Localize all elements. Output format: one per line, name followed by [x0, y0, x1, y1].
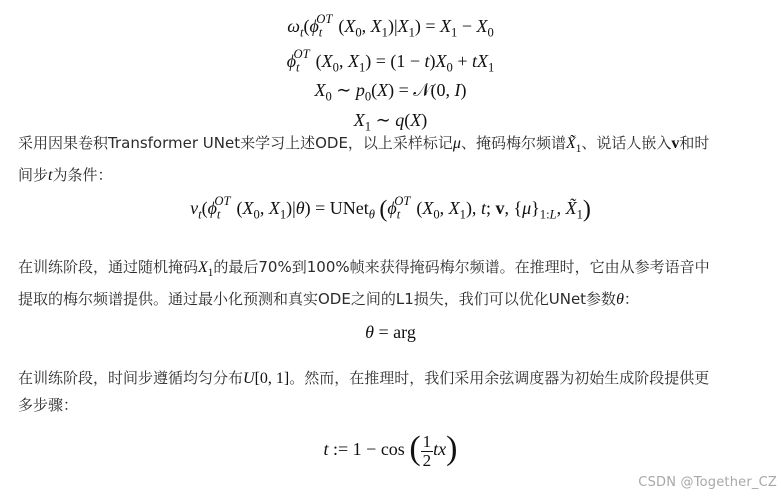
- equation-omega: $\omega_t(\phi_t^{OT}$ ($X_0$, $X_1)|X_1) = X_1 - X_0$: [287, 12, 494, 40]
- text: 提取的梅尔频谱提供。通过最小化预测和真实ODE之间的L1损失，我们可以优化UNet参数: [18, 290, 617, 309]
- math-x1: $X_1$: [198, 259, 214, 280]
- text: 为条件：: [52, 166, 113, 185]
- text: 。然而，在推理时，我们采用余弦调度器为初始生成阶段提供更: [289, 369, 710, 387]
- math-t: t: [48, 167, 53, 185]
- text: 间步: [18, 166, 49, 185]
- csdn-watermark: CSDN @Together_CZ: [638, 475, 777, 490]
- text: 在训练阶段，通过随机掩码: [18, 258, 199, 276]
- math-theta: θ: [616, 291, 624, 309]
- math-mu: μ: [452, 135, 461, 152]
- paragraph-unet-condition: [18, 130, 774, 189]
- text: 的最后70%到100%帧来获得掩码梅尔频谱。在推理时，它由从参考语音中: [213, 258, 710, 276]
- equation-x1-data: $X_1$ ∼ q(X): [353, 109, 428, 134]
- paragraph-training-mask: [18, 254, 774, 313]
- math-x1-tilde: $X̃_1$: [565, 135, 582, 156]
- text: ：: [623, 290, 639, 309]
- equation-nu-unet: $\nu_t(\phi_t^{OT}$ ($X_0$, $X_1)|\theta$) = UNet$_\theta$ ($\phi_t^{OT}$ ($X_0$, $X_1$), t; v, $\{\mu\}_{1:L}$, $X̃_1$): [190, 194, 591, 223]
- math-v-bold: v: [671, 135, 680, 152]
- equation-x0-prior: $X_0$ ∼ $p_0(X)$ = 𝒩(0, I): [314, 80, 467, 104]
- paragraph-timestep-schedule: [18, 365, 774, 418]
- fraction-one-half: $\frac{1}{2}$: [422, 431, 432, 470]
- equation-cosine-schedule: t := 1 − cos ( $\frac{1}{2}$ tx): [323, 430, 458, 470]
- text: 采用因果卷积Transformer UNet来学习上述ODE，以上采样标记: [18, 134, 453, 152]
- equation-theta-arg: θ = arg: [365, 322, 416, 342]
- equation-phi: $\phi_t^{OT}$ ($X_0$, $X_1) = (1 - t)X_0 + tX_1$: [286, 46, 495, 75]
- math-uniform: U[0, 1]: [243, 370, 290, 387]
- text: 和时: [679, 134, 710, 152]
- text: 、掩码梅尔频谱: [460, 134, 566, 152]
- text: 、说话人嵌入: [581, 134, 672, 152]
- text: 在训练阶段，时间步遵循均匀分布: [18, 369, 244, 387]
- equation-block-flow: [0, 10, 781, 138]
- text: 多步骤：: [18, 396, 79, 414]
